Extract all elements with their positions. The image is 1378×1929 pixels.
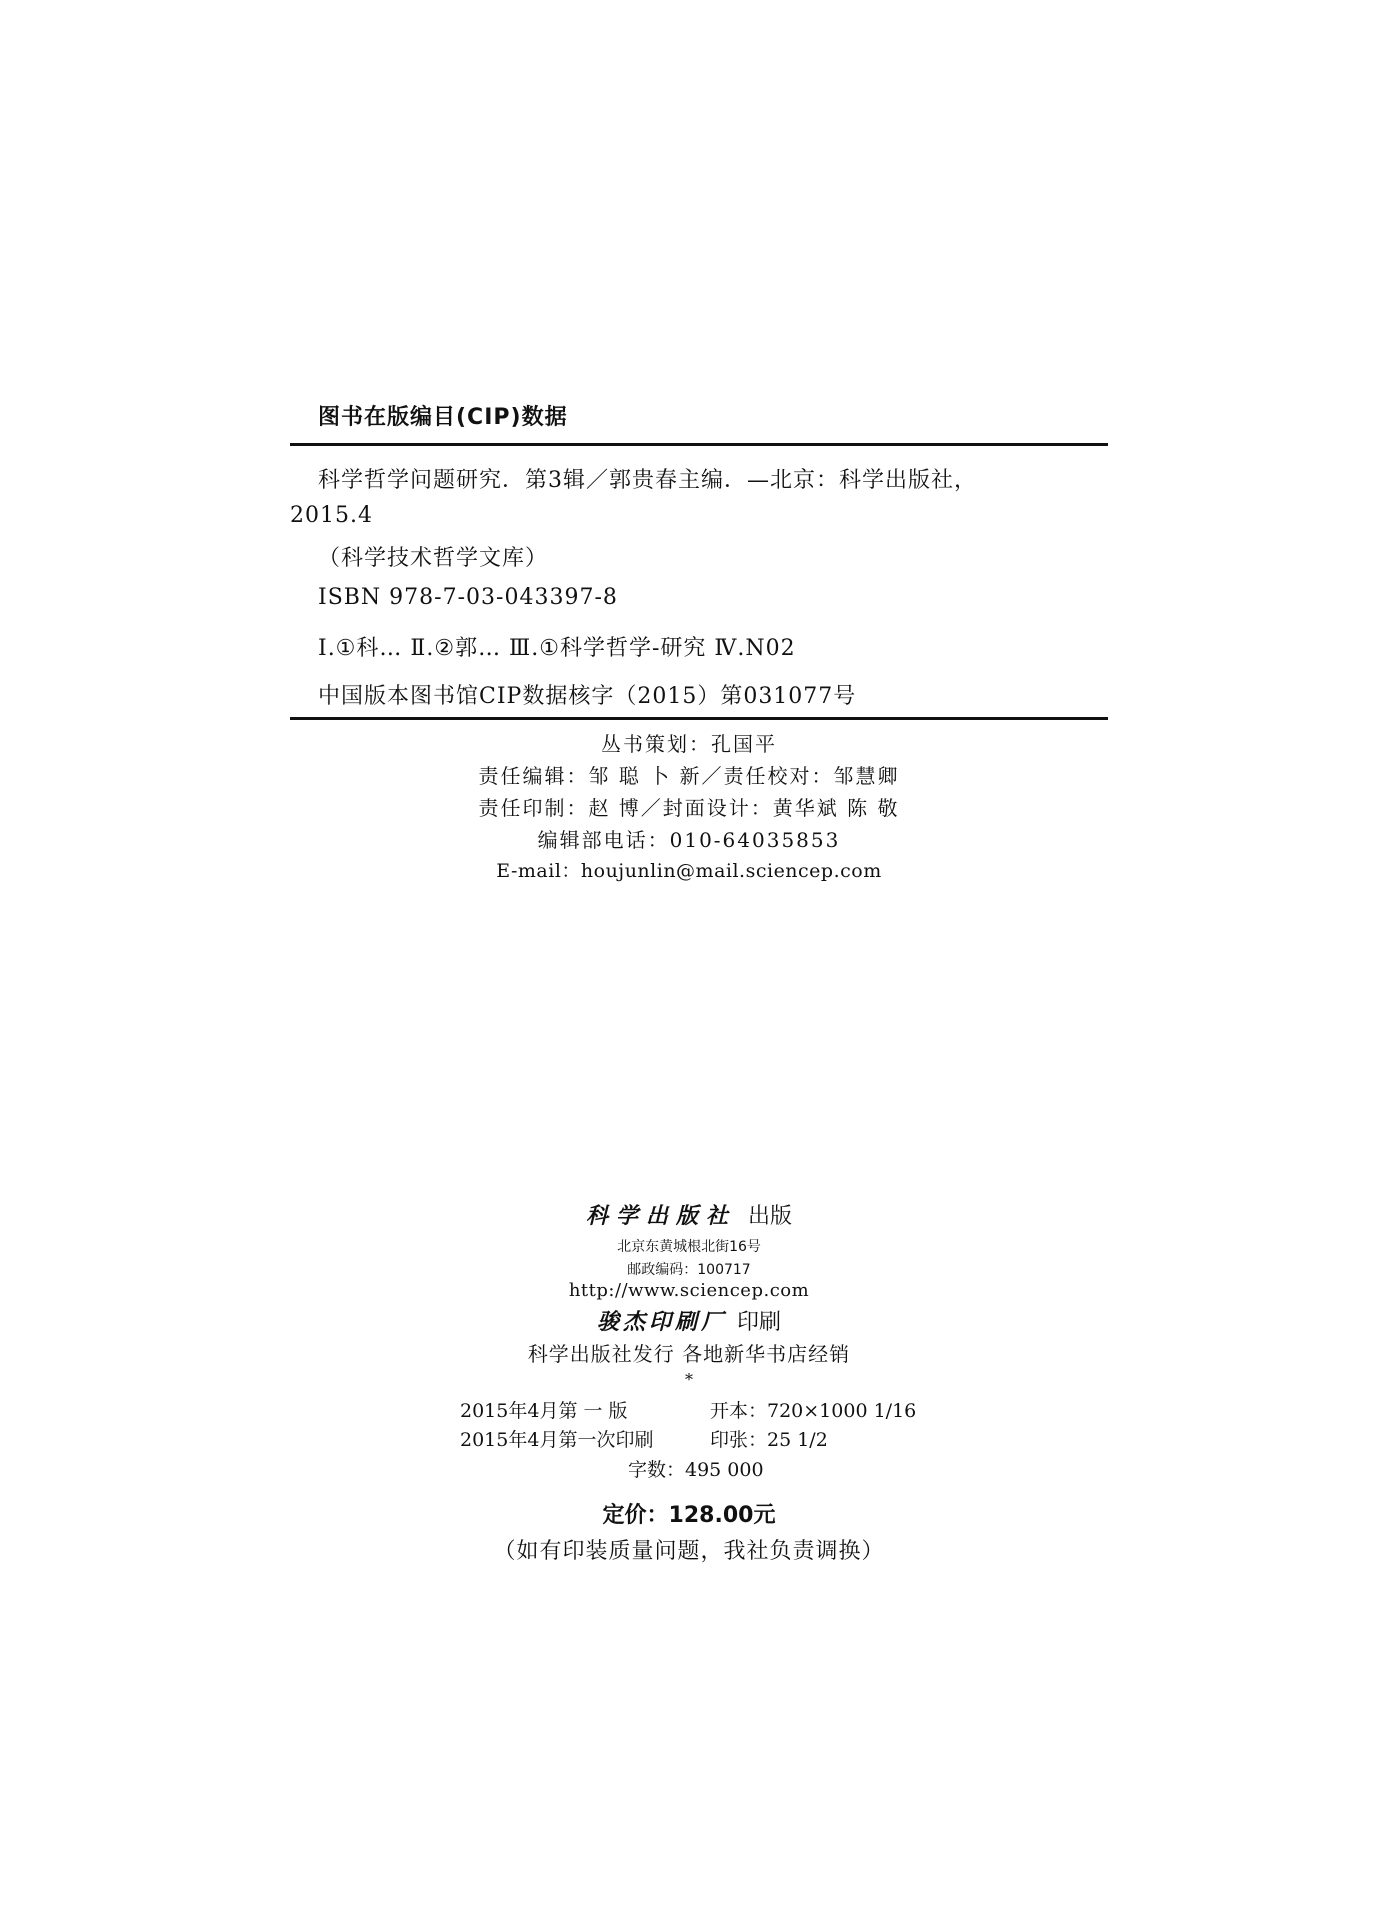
publisher-line [0, 1199, 1378, 1230]
cip-entry-date: 2015.4 [290, 503, 373, 528]
publisher-postcode: 邮政编码：100717 [627, 1262, 751, 1278]
cip-entry-title: 科学哲学问题研究．第3辑／郭贵春主编．—北京：科学出版社， [318, 468, 977, 493]
cip-record-number: 中国版本图书馆CIP数据核字（2015）第031077号 [318, 684, 857, 709]
publisher-action: 出版 [748, 1204, 793, 1229]
editorial-email: E-mail：houjunlin@mail.sciencep.com [496, 860, 882, 882]
edition-info: 2015年4月第 一 版 [460, 1400, 628, 1422]
publisher-address: 北京东黄城根北街16号 [617, 1239, 761, 1255]
distribution-line: 科学出版社发行 各地新华书店经销 [527, 1342, 851, 1366]
cip-isbn: ISBN 978-7-03-043397-8 [318, 585, 618, 610]
editors-line: 责任编辑：邹 聪 卜 新／责任校对：邹慧卿 [478, 764, 900, 788]
printer-line [0, 1305, 1378, 1336]
printer-name: 骏杰印刷厂 [596, 1309, 727, 1335]
format-info: 开本：720×1000 1/16 [710, 1400, 917, 1422]
cip-series: （科学技术哲学文库） [318, 546, 549, 571]
word-count-info: 字数：495 000 [628, 1459, 764, 1481]
editorial-phone: 编辑部电话：010-64035853 [537, 828, 841, 852]
cip-heading: 图书在版编目(CIP)数据 [318, 405, 568, 430]
cip-bottom-rule [290, 717, 1108, 720]
price-label: 定价：128.00元 [602, 1503, 776, 1528]
series-planner: 丛书策划：孔国平 [601, 732, 777, 756]
quality-note: （如有印装质量问题，我社负责调换） [493, 1539, 885, 1564]
publisher-name: 科学出版社 [585, 1203, 736, 1229]
print-run-info: 2015年4月第一次印刷 [460, 1429, 654, 1451]
printing-design-line: 责任印制：赵 博／封面设计：黄华斌 陈 敬 [478, 796, 900, 820]
cip-classification: Ⅰ.①科… Ⅱ.②郭… Ⅲ.①科学哲学-研究 Ⅳ.N02 [318, 636, 796, 661]
separator-asterisk: * [685, 1370, 693, 1389]
cip-top-rule [290, 443, 1108, 446]
printer-action: 印刷 [737, 1310, 782, 1335]
sheets-info: 印张：25 1/2 [710, 1429, 828, 1451]
publisher-website: http://www.sciencep.com [568, 1280, 810, 1301]
